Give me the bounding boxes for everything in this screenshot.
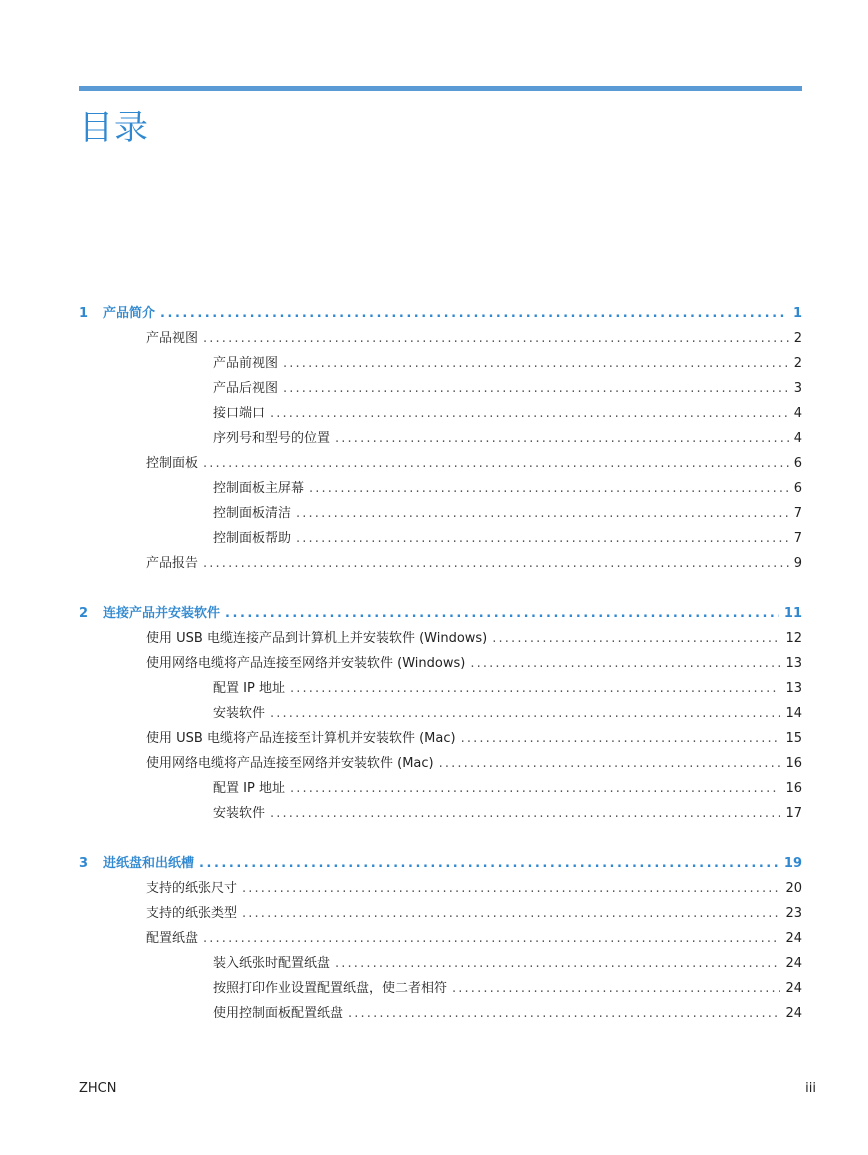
toc-title	[146, 904, 242, 924]
toc-entry[interactable]	[213, 404, 802, 424]
toc-entry[interactable]	[213, 954, 802, 974]
toc-leader	[225, 604, 779, 624]
toc-leader	[439, 754, 781, 774]
toc-leader	[309, 479, 789, 499]
toc-entry[interactable]	[213, 779, 802, 799]
toc-entry[interactable]	[213, 354, 802, 374]
toc-title-text: 使用网络电缆将产品连接至网络并安装软件 (Mac)	[146, 756, 434, 771]
toc-title	[213, 804, 270, 824]
toc-title	[213, 704, 270, 724]
toc-title-text: 使用 USB 电缆连接产品到计算机上并安装软件 (Windows)	[146, 631, 488, 646]
toc-title	[213, 679, 290, 699]
toc-entry[interactable]	[146, 904, 802, 924]
toc-title-text: 产品简介	[103, 306, 156, 321]
toc-page-number: 11	[783, 606, 802, 621]
toc-chapter[interactable]	[79, 304, 802, 324]
toc-leader	[160, 304, 788, 324]
page-title: 目录	[79, 108, 149, 148]
toc-page-number: 16	[785, 756, 802, 771]
toc-title-text: 连接产品并安装软件	[103, 606, 221, 621]
toc-page-number: 9	[793, 556, 802, 571]
toc-leader	[348, 1004, 780, 1024]
toc-page-number: 24	[785, 981, 802, 996]
toc-page-number: 20	[785, 881, 802, 896]
toc-title-text: 控制面板	[146, 456, 199, 471]
toc-entry[interactable]	[146, 754, 802, 774]
toc-title-text: 产品报告	[146, 556, 199, 571]
toc-chapter[interactable]	[79, 854, 802, 874]
toc-leader	[461, 729, 781, 749]
footer-locale: ZHCN	[79, 1081, 117, 1096]
toc-leader	[470, 654, 780, 674]
toc-entry[interactable]	[146, 879, 802, 899]
toc-leader	[335, 954, 780, 974]
toc-title	[213, 504, 296, 524]
toc-title-text: 产品后视图	[213, 381, 279, 396]
toc-page-number: 17	[785, 806, 802, 821]
toc-page-number: 13	[785, 681, 802, 696]
toc-title	[213, 404, 270, 424]
toc-leader	[203, 554, 789, 574]
toc-title	[213, 379, 283, 399]
toc-title-text: 装入纸张时配置纸盘	[213, 956, 331, 971]
toc-leader	[492, 629, 780, 649]
toc-entry[interactable]	[146, 729, 802, 749]
toc-page-number: 1	[792, 306, 802, 321]
toc-title	[146, 729, 461, 749]
toc-title	[146, 629, 492, 649]
toc-title	[146, 754, 439, 774]
toc-leader	[203, 929, 780, 949]
toc-page-number: 19	[783, 856, 802, 871]
toc-title	[146, 654, 470, 674]
toc-page-number: 14	[785, 706, 802, 721]
toc-page-number: 13	[785, 656, 802, 671]
toc-title	[213, 529, 296, 549]
toc-leader	[270, 804, 780, 824]
toc-leader	[283, 379, 789, 399]
toc-title-text: 序列号和型号的位置	[213, 431, 331, 446]
toc-title-text: 产品前视图	[213, 356, 279, 371]
toc-title	[79, 304, 160, 324]
toc-title-text: 配置纸盘	[146, 931, 199, 946]
toc-leader	[242, 904, 780, 924]
toc-title	[146, 329, 203, 349]
toc-title	[79, 604, 225, 624]
toc-leader	[270, 404, 789, 424]
toc-page-number: 4	[793, 406, 802, 421]
toc-leader	[296, 504, 789, 524]
toc-entry[interactable]	[213, 504, 802, 524]
toc-entry[interactable]	[213, 1004, 802, 1024]
toc-page-number: 3	[793, 381, 802, 396]
toc-entry[interactable]	[213, 804, 802, 824]
toc-leader	[270, 704, 780, 724]
toc-page-number: 12	[785, 631, 802, 646]
toc-title-text: 使用网络电缆将产品连接至网络并安装软件 (Windows)	[146, 656, 466, 671]
toc-title	[213, 354, 283, 374]
toc-title-text: 支持的纸张类型	[146, 906, 238, 921]
toc-leader	[242, 879, 780, 899]
toc-title	[213, 979, 452, 999]
toc-entry[interactable]	[213, 979, 802, 999]
toc-leader	[335, 429, 789, 449]
toc-title-text: 接口端口	[213, 406, 266, 421]
toc-entry[interactable]	[146, 329, 802, 349]
toc-title	[146, 454, 203, 474]
toc-entry[interactable]	[146, 629, 802, 649]
toc-title-text: 进纸盘和出纸槽	[103, 856, 195, 871]
toc-title-text: 安装软件	[213, 806, 266, 821]
toc-leader	[290, 779, 781, 799]
toc-page-number: 15	[785, 731, 802, 746]
toc-title	[79, 854, 199, 874]
toc-entry[interactable]	[146, 554, 802, 574]
toc-page-number: 24	[785, 1006, 802, 1021]
toc-page-number: 2	[793, 331, 802, 346]
toc-title-text: 配置 IP 地址	[213, 681, 285, 696]
toc-page-number: 7	[793, 506, 802, 521]
toc-page-number: 23	[785, 906, 802, 921]
toc-leader	[199, 854, 779, 874]
toc-title-text: 产品视图	[146, 331, 199, 346]
toc-title-text: 使用控制面板配置纸盘	[213, 1006, 344, 1021]
toc-entry[interactable]	[213, 429, 802, 449]
toc-page-number: 6	[793, 481, 802, 496]
toc-title	[213, 479, 309, 499]
toc-title-text: 支持的纸张尺寸	[146, 881, 238, 896]
toc-title	[213, 1004, 348, 1024]
toc-title-text: 使用 USB 电缆将产品连接至计算机并安装软件 (Mac)	[146, 731, 456, 746]
toc-title	[213, 429, 335, 449]
toc-leader	[290, 679, 781, 699]
toc-page-number: 4	[793, 431, 802, 446]
toc-entry[interactable]	[146, 654, 802, 674]
toc-leader	[296, 529, 789, 549]
toc-chapter[interactable]	[79, 604, 802, 624]
toc-title	[146, 879, 242, 899]
toc-title	[213, 954, 335, 974]
toc-chapter-number: 3	[79, 856, 89, 871]
toc-title-text: 控制面板帮助	[213, 531, 292, 546]
toc-chapter-number: 2	[79, 606, 89, 621]
toc-entry[interactable]	[146, 929, 802, 949]
toc-title	[146, 929, 203, 949]
toc-page-number: 24	[785, 931, 802, 946]
toc-entry[interactable]	[146, 454, 802, 474]
toc-page-number: 6	[793, 456, 802, 471]
toc-title	[213, 779, 290, 799]
toc-leader	[283, 354, 789, 374]
toc-entry[interactable]	[213, 379, 802, 399]
toc-chapter-number: 1	[79, 306, 89, 321]
toc-leader	[203, 329, 789, 349]
toc-entry[interactable]	[213, 529, 802, 549]
toc-title-text: 配置 IP 地址	[213, 781, 285, 796]
toc-title-text: 安装软件	[213, 706, 266, 721]
toc-title-text: 按照打印作业设置配置纸盘，使二者相符	[213, 981, 448, 996]
toc-title	[146, 554, 203, 574]
toc-entry[interactable]	[213, 704, 802, 724]
footer-page-number: iii	[805, 1081, 816, 1096]
toc-entry[interactable]	[213, 479, 802, 499]
toc-page-number: 7	[793, 531, 802, 546]
toc-page-number: 16	[785, 781, 802, 796]
toc-title-text: 控制面板主屏幕	[213, 481, 305, 496]
toc-title-text: 控制面板清洁	[213, 506, 292, 521]
toc-entry[interactable]	[213, 679, 802, 699]
toc-leader	[452, 979, 780, 999]
toc-page-number: 2	[793, 356, 802, 371]
toc-page-number: 24	[785, 956, 802, 971]
toc-leader	[203, 454, 789, 474]
